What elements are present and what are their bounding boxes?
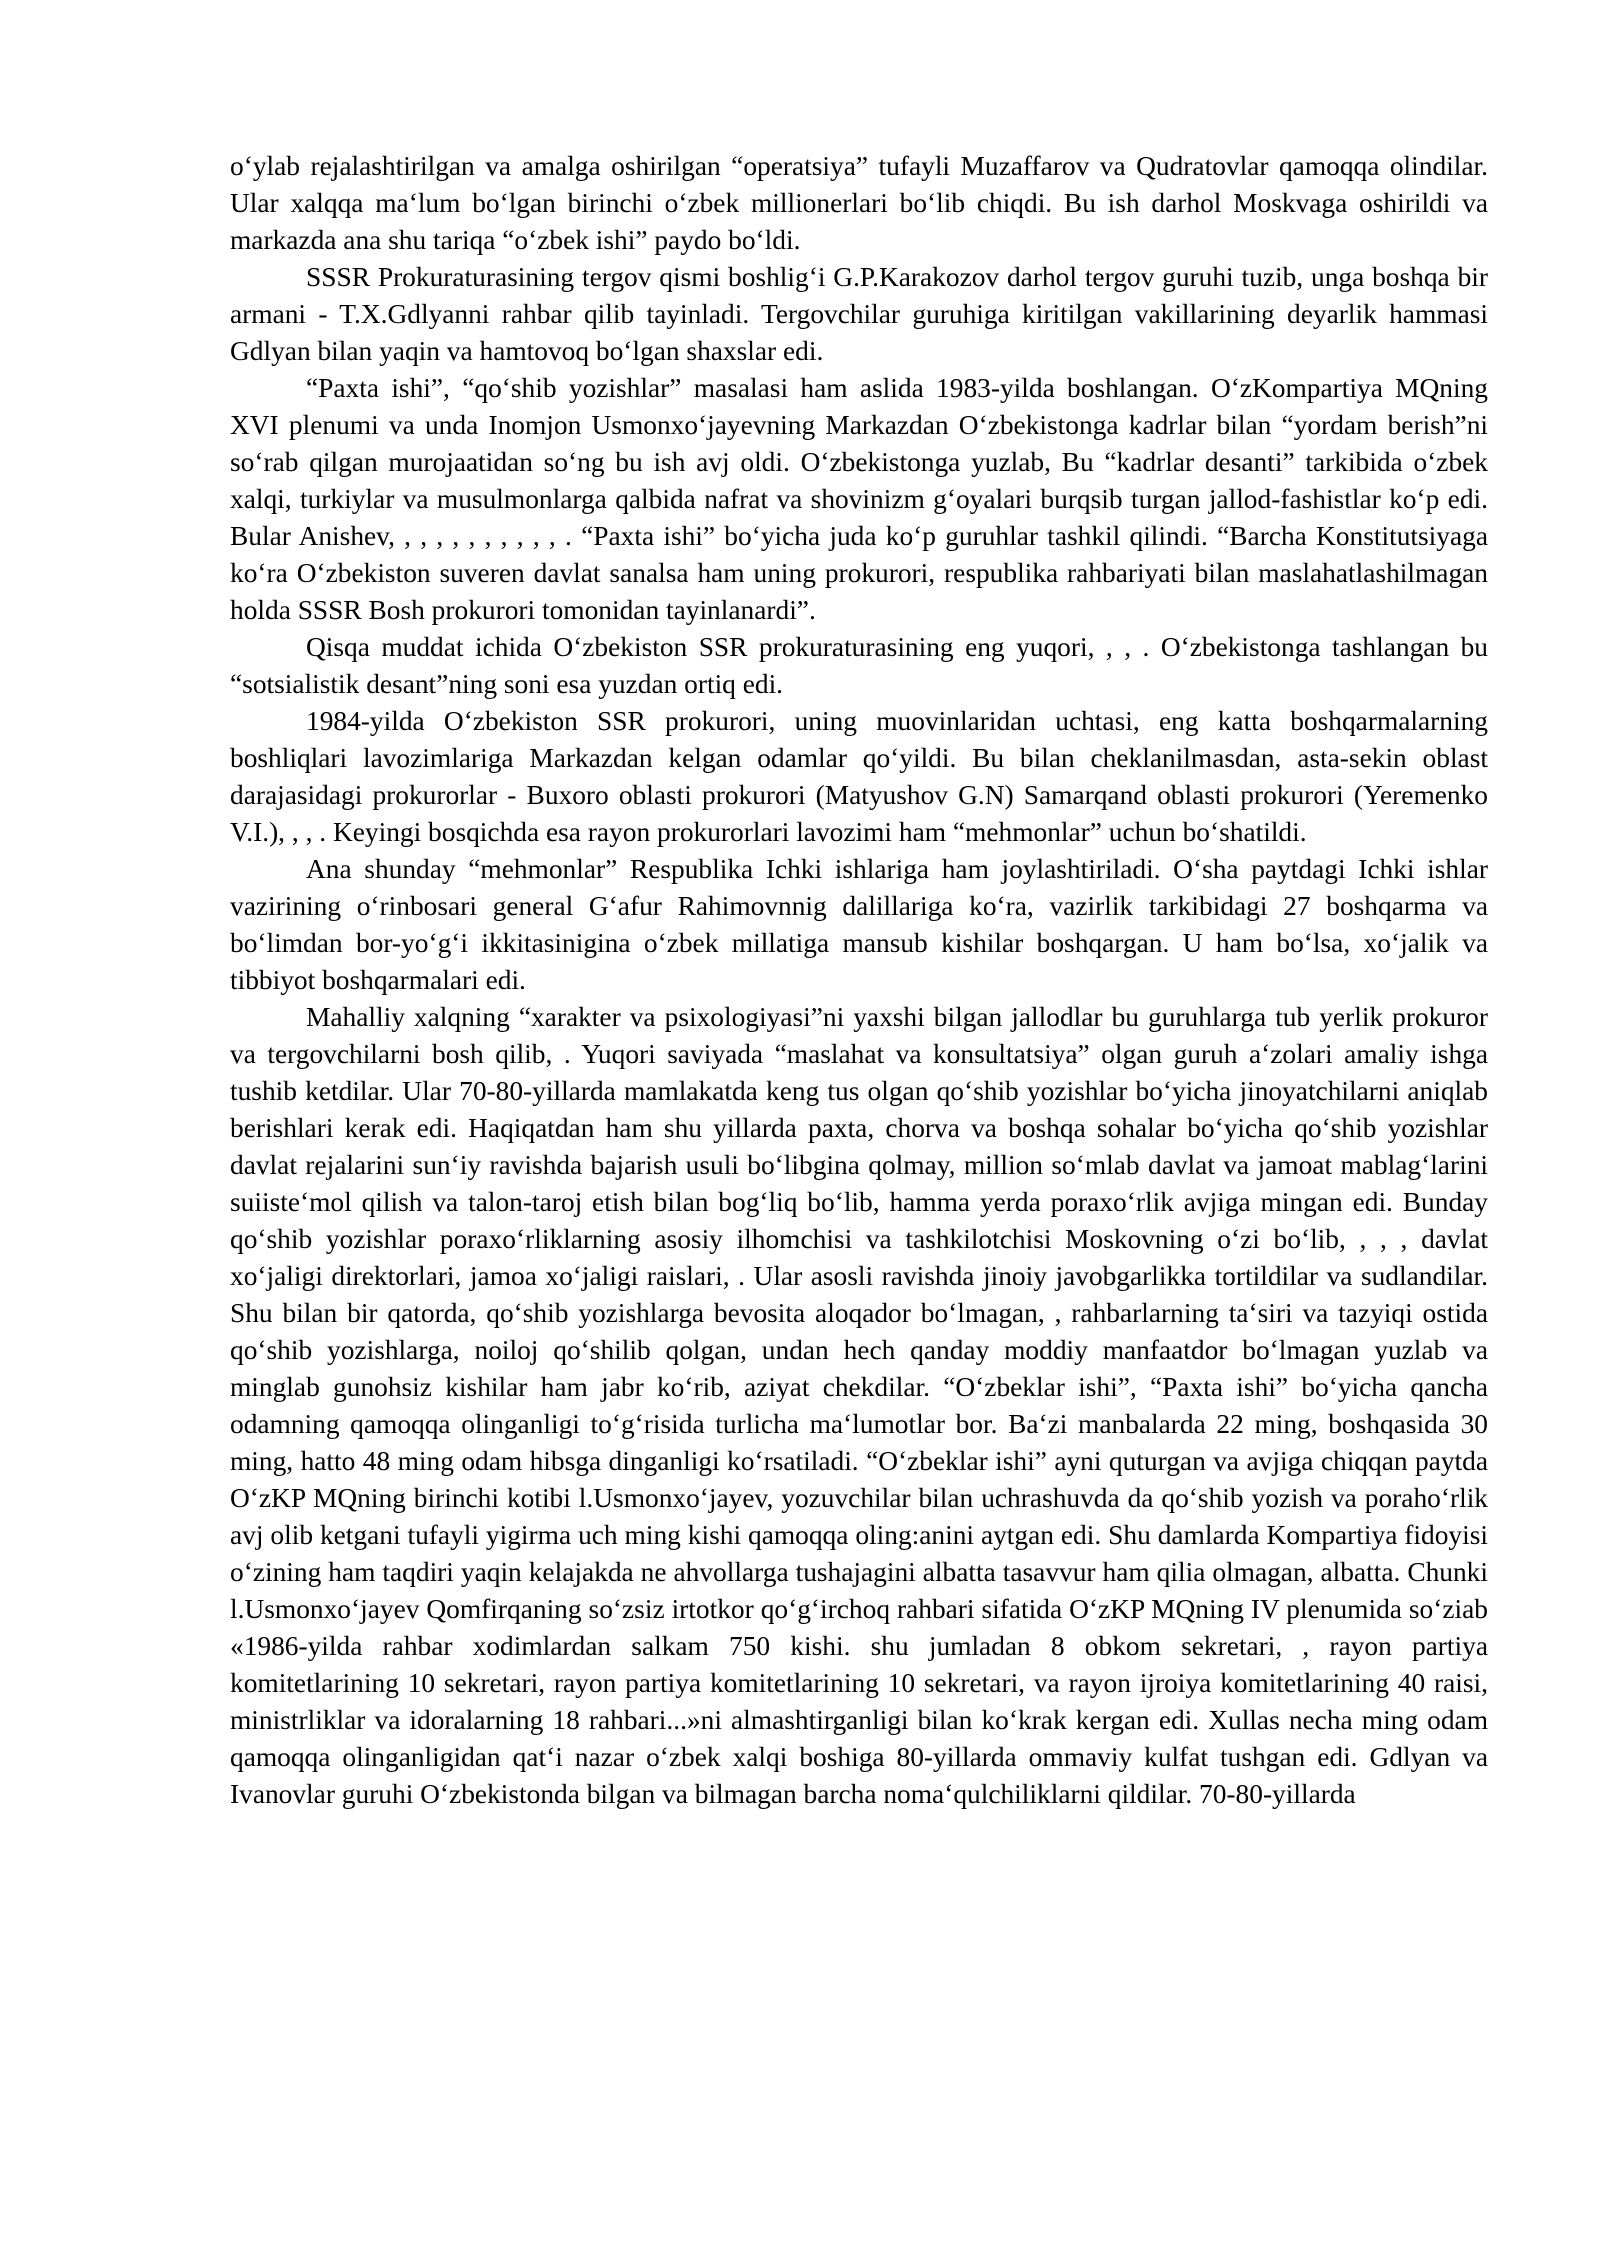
paragraph-6: Ana shunday “mehmonlar” Respublika Ichki ishlariga ham joylashtiriladi. O‘sha paytdagi Ichki ishlar vazirining o‘rinbosari general G‘afur Rahimovnnig dalillariga ko‘ra, vazirlik tarkibidagi 27 boshqarma va bo‘limdan bor-yo‘g‘i ikkitasinigina o‘zbek millatiga mansub kishilar boshqargan. U ham bo‘lsa, xo‘jalik va tibbiyot boshqarmalari edi.: [230, 854, 1488, 995]
paragraph-4: Qisqa muddat ichida O‘zbekiston SSR prokuraturasining eng yuqori, , , . O‘zbekistonga tashlangan bu “sotsialistik desant”ning soni esa yuzdan ortiq edi.: [230, 632, 1488, 699]
paragraph-2: SSSR Prokuraturasining tergov qismi boshlig‘i G.P.Karakozov darhol tergov guruhi tuzib, unga boshqa bir armani - T.X.Gdlyanni rahbar qilib tayinladi. Tergovchilar guruhiga kiritilgan vakillarining deyarlik hammasi Gdlyan bilan yaqin va hamtovoq bo‘lgan shaxslar edi.: [230, 262, 1488, 366]
paragraph-7: Mahalliy xalqning “xarakter va psixologiyasi”ni yaxshi bilgan jallodlar bu guruhlarga tub yerlik prokuror va tergovchilarni bosh qilib, . Yuqori saviyada “maslahat va konsultatsiya” olgan guruh a‘zolari amaliy ishga tushib ketdilar. Ular 70-80-yillarda mamlakatda keng tus olgan qo‘shib yozishlar bo‘yicha jinoyatchilarni aniqlab berishlari kerak edi. Haqiqatdan ham shu yillarda paxta, chorva va boshqa sohalar bo‘yicha qo‘shib yozishlar davlat rejalarini sun‘iy ravishda bajarish usuli bo‘libgina qolmay, million so‘mlab davlat va jamoat mablag‘larini suiiste‘mol qilish va talon-taroj etish bilan bog‘liq bo‘lib, hamma yerda poraxo‘rlik avjiga mingan edi. Bunday qo‘shib yozishlar poraxo‘rliklarning asosiy ilhomchisi va tashkilotchisi Moskovning o‘zi bo‘lib, , , , davlat xo‘jaligi direktorlari, jamoa xo‘jaligi raislari, . Ular asosli ravishda jinoiy javobgarlikka tortildilar va sudlandilar. Shu bilan bir qatorda, qo‘shib yozishlarga bevosita aloqador bo‘lmagan, , rahbarlarning ta‘siri va tazyiqi ostida qo‘shib yozishlarga, noiloj qo‘shilib qolgan, undan hech qanday moddiy manfaatdor bo‘lmagan yuzlab va minglab gunohsiz kishilar ham jabr ko‘rib, aziyat chekdilar. “O‘zbeklar ishi”, “Paxta ishi” bo‘yicha qancha odamning qamoqqa olinganligi to‘g‘risida turlicha ma‘lumotlar bor. Ba‘zi manbalarda 22 ming, boshqasida 30 ming, hatto 48 ming odam hibsga dinganligi ko‘rsatiladi. “O‘zbeklar ishi” ayni quturgan va avjiga chiqqan paytda O‘zKP MQning birinchi kotibi l.Usmonxo‘jayev, yozuvchilar bilan uchrashuvda da qo‘shib yozish va poraho‘rlik avj olib ketgani tufayli yigirma uch ming kishi qamoqqa oling:anini aytgan edi. Shu damlarda Kompartiya fidoyisi o‘zining ham taqdiri yaqin kelajakda ne ahvollarga tushajagini albatta tasavvur ham qilia olmagan, albatta. Chunki l.Usmonxo‘jayev Qomfirqaning so‘zsiz irtotkor qo‘g‘irchoq rahbari sifatida O‘zKP MQning IV plenumida so‘ziab «1986-yilda rahbar xodimlardan salkam 750 kishi. shu jumladan 8 obkom sekretari, , rayon partiya komitetlarining 10 sekretari, rayon partiya komitetlarining 10 sekretari, va rayon ijroiya komitetlarining 40 raisi, ministrliklar va idoralarning 18 rahbari...»ni almashtirganligi bilan ko‘krak kergan edi. Xullas necha ming odam qamoqqa olinganligidan qat‘i nazar o‘zbek xalqi boshiga 80-yillarda ommaviy kulfat tushgan edi. Gdlyan va Ivanovlar guruhi O‘zbekistonda bilgan va bilmagan barcha noma‘qulchiliklarni qildilar. 70-80-yillarda: [230, 1002, 1488, 1809]
document-page: [230, 148, 1488, 1813]
paragraph-5: 1984-yilda O‘zbekiston SSR prokurori, uning muovinlaridan uchtasi, eng katta boshqarmalarning boshliqlari lavozimlariga Markazdan kelgan odamlar qo‘yildi. Bu bilan cheklanilmasdan, asta-sekin oblast darajasidagi prokurorlar - Buxoro oblasti prokurori (Matyushov G.N) Samarqand oblasti prokurori (Yeremenko V.I.), , , . Keyingi bosqichda esa rayon prokurorlari lavozimi ham “mehmonlar” uchun bo‘shatildi.: [230, 706, 1488, 847]
paragraph-1: o‘ylab rejalashtirilgan va amalga oshirilgan “operatsiya” tufayli Muzaffarov va Qudratovlar qamoqqa olindilar. Ular xalqqa ma‘lum bo‘lgan birinchi o‘zbek millionerlari bo‘lib chiqdi. Bu ish darhol Moskvaga oshirildi va markazda ana shu tariqa “o‘zbek ishi” paydo bo‘ldi.: [230, 151, 1488, 255]
paragraph-3: “Paxta ishi”, “qo‘shib yozishlar” masalasi ham aslida 1983-yilda boshlangan. O‘zKompartiya MQning XVI plenumi va unda Inomjon Usmonxo‘jayevning Markazdan O‘zbekistonga kadrlar bilan “yordam berish”ni so‘rab qilgan murojaatidan so‘ng bu ish avj oldi. O‘zbekistonga yuzlab, Bu “kadrlar desanti” tarkibida o‘zbek xalqi, turkiylar va musulmonlarga qalbida nafrat va shovinizm g‘oyalari burqsib turgan jallod-fashistlar ko‘p edi. Bular Anishev, , , , , , , , , , , . “Paxta ishi” bo‘yicha juda ko‘p guruhlar tashkil qilindi. “Barcha Konstitutsiyaga ko‘ra O‘zbekiston suveren davlat sanalsa ham uning prokurori, respublika rahbariyati bilan maslahatlashilmagan holda SSSR Bosh prokurori tomonidan tayinlanardi”.: [230, 373, 1488, 625]
